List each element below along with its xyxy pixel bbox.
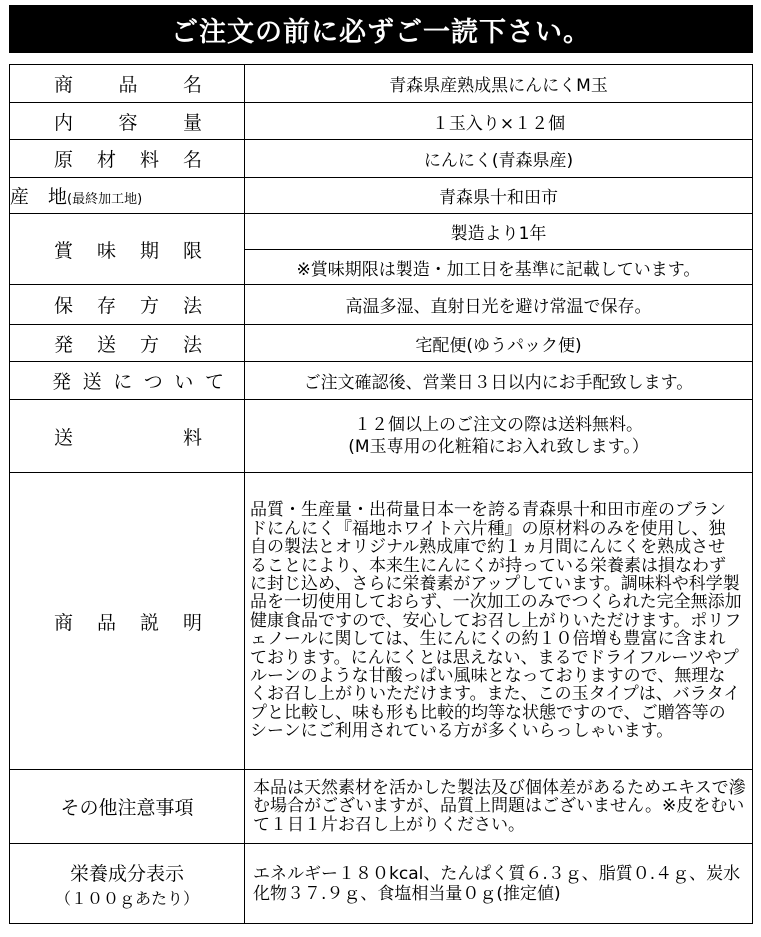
row-contents [10,103,753,140]
label-char: 法 [182,295,202,317]
row-shipping-fee [10,400,753,473]
label-char: 法 [182,333,202,356]
value-best-before: 製造より1年 [245,214,753,250]
label-char: 方 [139,295,159,317]
shipping-fee-line2: (M玉専用の化粧箱にお入れ致します。） [348,437,649,457]
label-description [10,473,245,770]
label-char: 品 [96,611,116,634]
row-best-before [10,214,753,250]
label-nutrition-sub: （１００ｇあたり） [54,888,199,908]
label-char: 発 [52,371,72,393]
row-storage [10,285,753,325]
label-char: 送 [82,371,102,393]
row-other-notes [10,770,753,844]
label-product-name [10,65,245,103]
label-char: 商 [54,74,74,96]
label-ingredients [10,140,245,178]
label-char: つ [143,371,163,393]
label-char: 内 [54,111,74,134]
label-char: 送 [54,426,74,449]
label-other-notes: その他注意事項 [10,770,245,844]
row-product-name [10,65,753,103]
product-spec-table [9,64,753,924]
label-nutrition [10,844,245,924]
label-nutrition-main: 栄養成分表示 [69,862,184,885]
label-origin-sub: (最終加工地) [67,192,143,207]
value-contents: １玉入り×１２個 [245,103,753,140]
label-char: 方 [139,333,159,356]
label-origin-main: 産 地 [10,186,68,208]
label-char: 味 [96,239,116,262]
row-shipping-method [10,325,753,362]
label-char: 限 [182,239,202,262]
label-char: 料 [139,149,159,171]
value-storage: 高温多湿、直射日光を避け常温で保存。 [245,285,753,325]
value-nutrition: エネルギー１８０kcal、たんぱく質６.３ｇ、脂質０.４ｇ、炭水化物３７.９ｇ、食塩相当量０ｇ(推定値) [245,844,753,924]
row-description [10,473,753,770]
value-ingredients: にんにく(青森県産) [245,140,753,178]
label-char: 材 [96,149,116,171]
label-char: 品 [118,74,138,96]
label-contents [10,103,245,140]
shipping-fee-line1: １２個以上のご注文の際は送料無料。 [354,415,643,435]
label-char: 賞 [54,239,74,262]
label-char: 原 [54,149,74,171]
label-char: 商 [54,611,74,634]
label-char: 存 [96,295,116,317]
label-storage [10,285,245,325]
label-shipping-fee [10,400,245,473]
label-char: 容 [118,111,138,134]
label-char: 保 [54,295,74,317]
label-origin [10,178,245,214]
value-description: 品質・生産量・出荷量日本一を誇る青森県十和田市産のブランドにんにく『福地ホワイト六片種』の原材料のみを使用し、独自の製法とオリジナル熟成庫で約１ヵ月間にんにくを熟成させることにより、本来生にんにくが持っている栄養素は損なわずに封じ込め、さらに栄養素がアップしています。調味料や科学製品を一切使用しておらず、一次加工のみでつくられた完全無添加健康食品ですので、安心してお召し上がりいただけます。ポリフェノールに関しては、生にんにくの約１０倍増も豊富に含まれております。にんにくとは思えない、まるでドライフルーツやプルーンのような甘酸っぱい風味となっておりますので、無理なくお召し上がりいただけます。また、この玉タイプは、バラタイプと比較し、味も形も比較的均等な状態ですので、ご贈答等のシーンにご利用されている方が多くいらっしゃいます。 [245,473,753,770]
value-best-before-note: ※賞味期限は製造・加工日を基準に記載しています。 [245,250,753,285]
value-product-name: 青森県産熟成黒にんにくM玉 [245,65,753,103]
label-char: 量 [182,111,202,134]
label-char: 送 [96,333,116,356]
label-shipping-method [10,325,245,362]
label-char: て [204,371,224,393]
label-char: 明 [182,611,202,634]
label-char: 説 [139,611,159,634]
notice-banner [9,5,753,53]
label-best-before [10,214,245,285]
value-other-notes: 本品は天然素材を活かした製法及び個体差があるためエキスで滲む場合がございますが、品質上問題はございません。※皮をむいて１日１片お召し上がりください。 [245,770,753,844]
value-shipping-info: ご注文確認後、営業日３日以内にお手配致します。 [245,362,753,400]
value-shipping-method: 宅配便(ゆうパック便) [245,325,753,362]
value-shipping-fee [245,400,753,473]
label-char: に [113,371,133,393]
label-shipping-info [10,362,245,400]
label-char: 発 [54,333,74,356]
label-char: 名 [182,149,202,171]
label-char: 期 [139,239,159,262]
row-origin [10,178,753,214]
row-ingredients [10,140,753,178]
notice-title: ご注文の前に必ずご一読下さい。 [171,16,591,48]
label-char: い [174,371,194,393]
label-char: 料 [182,426,202,449]
label-char: 名 [182,74,202,96]
row-nutrition [10,844,753,924]
row-shipping-info [10,362,753,400]
value-origin: 青森県十和田市 [245,178,753,214]
